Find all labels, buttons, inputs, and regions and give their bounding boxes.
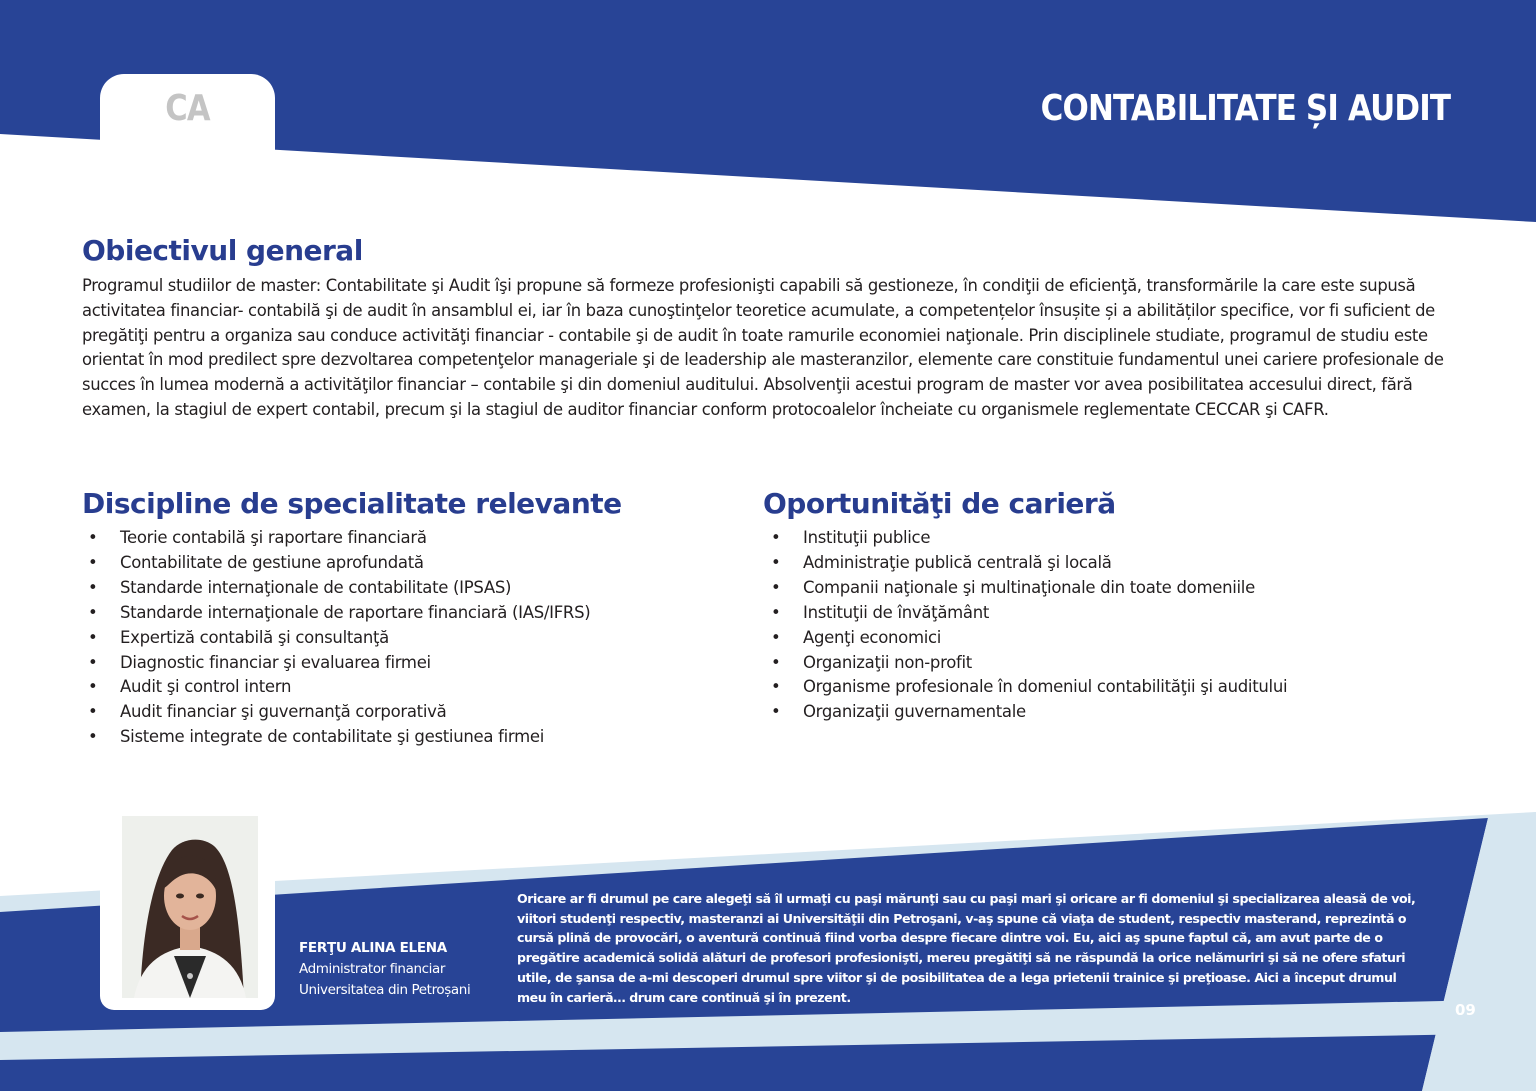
bullet-icon: • (771, 652, 781, 672)
program-title: CONTABILITATE ȘI AUDIT (1040, 88, 1450, 129)
bullet-icon: • (88, 577, 98, 597)
bullet-icon: • (88, 677, 98, 697)
disciplines-heading: Discipline de specialitate relevante (82, 487, 622, 520)
opportunity-item: • Instituţii de învăţământ (765, 601, 1287, 626)
testimonial-photo (122, 816, 258, 998)
bullet-icon: • (771, 577, 781, 597)
bullet-icon: • (771, 627, 781, 647)
bullet-icon: • (88, 552, 98, 572)
objective-heading: Obiectivul general (82, 234, 363, 267)
bullet-icon: • (88, 652, 98, 672)
opportunity-item: • Administraţie publică centrală şi locală (765, 551, 1287, 576)
bullet-icon: • (88, 727, 98, 747)
opportunity-item: • Companii naţionale şi multinaţionale din toate domeniile (765, 576, 1287, 601)
bullet-icon: • (771, 602, 781, 622)
discipline-item: • Standarde internaţionale de raportare financiară (IAS/IFRS) (82, 601, 590, 626)
testimonial-organization: Universitatea din Petroșani (299, 982, 471, 998)
discipline-item: • Sisteme integrate de contabilitate şi gestiunea firmei (82, 725, 590, 750)
testimonial-role: Administrator financiar (299, 961, 446, 977)
discipline-item: • Contabilitate de gestiune aprofundată (82, 551, 590, 576)
bullet-icon: • (771, 552, 781, 572)
portrait-illustration (122, 816, 258, 998)
opportunity-item: • Organizaţii non-profit (765, 651, 1287, 676)
discipline-item: • Standarde internaţionale de contabilitate (IPSAS) (82, 576, 590, 601)
opportunity-item: • Organisme profesionale în domeniul contabilităţii şi auditului (765, 675, 1287, 700)
opportunity-item: • Organizaţii guvernamentale (765, 700, 1287, 725)
bullet-icon: • (88, 702, 98, 722)
page-number: 09 (1455, 1001, 1476, 1019)
opportunity-item: • Instituţii publice (765, 526, 1287, 551)
testimonial-name: FERŢU ALINA ELENA (299, 940, 447, 956)
bullet-icon: • (771, 702, 781, 722)
bullet-icon: • (88, 528, 98, 547)
bullet-icon: • (771, 677, 781, 697)
bullet-icon: • (771, 528, 781, 547)
bullet-icon: • (88, 602, 98, 622)
opportunity-item: • Agenţi economici (765, 626, 1287, 651)
testimonial-quote: Oricare ar fi drumul pe care alegeţi să îl urmaţi cu paşi mărunţi sau cu paşi mari şi oricare ar fi domeniul şi specializarea aleasă de voi, viitori studenţi respectiv, masteranzi ai Universităţii din Petroşani, v-aş spune că viaţa de student, respectiv masterand, reprezintă o cursă plină de provocări, o aventură continuă fiind vorba despre fiecare dintre voi. Eu, aici aş spune faptul că, am avut parte de o pregătire academică solidă alături de profesori profesionişti, mereu pregătiţi să ne răspundă la orice nelămuriri şi să ne ofere sfaturi utile, de şansa de a-mi descoperi drumul spre viitor şi de posibilitatea de a lega prietenii trainice şi preţioase. Aici a început drumul meu în carieră… drum care continuă şi în prezent. (517, 891, 1416, 1005)
discipline-item: • Diagnostic financiar şi evaluarea firmei (82, 651, 590, 676)
discipline-item: • Audit financiar şi guvernanţă corporativă (82, 700, 590, 725)
program-code: CA (165, 88, 210, 129)
opportunities-heading: Oportunităţi de carieră (763, 487, 1116, 520)
disciplines-list (82, 526, 590, 750)
objective-text: Programul studiilor de master: Contabilitate şi Audit îşi propune să formeze profesionişti capabili să gestioneze, în condiţii de eficienţă, transformările la care este supusă activitatea financiar- contabilă şi de audit în ansamblul ei, iar în baza cunoştinţelor teoretice acumulate, a competențelor însușite și a abilităților specifice, vor fi suficient de pregătiţi pentru a organiza sau conduce activităţi financiar - contabile şi de audit în toate ramurile economiei naţionale. Prin disciplinele studiate, programul de studiu este orientat în mod predilect spre dezvoltarea competenţelor manageriale şi de leadership ale masteranzilor, elemente care constituie fundamentul unei cariere profesionale de succes în lumea modernă a activităţilor financiar – contabile şi din domeniul auditului. Absolvenţii acestui program de master vor avea posibilitatea accesului direct, fără examen, la stagiul de expert contabil, precum şi la stagiul de auditor financiar conform protocoalelor încheiate cu organismele reglementate CECCAR şi CAFR. (82, 276, 1444, 419)
discipline-item: • Audit şi control intern (82, 675, 590, 700)
discipline-item: • Teorie contabilă şi raportare financiară (82, 526, 590, 551)
bullet-icon: • (88, 627, 98, 647)
discipline-item: • Expertiză contabilă şi consultanţă (82, 626, 590, 651)
opportunities-list (765, 526, 1287, 725)
